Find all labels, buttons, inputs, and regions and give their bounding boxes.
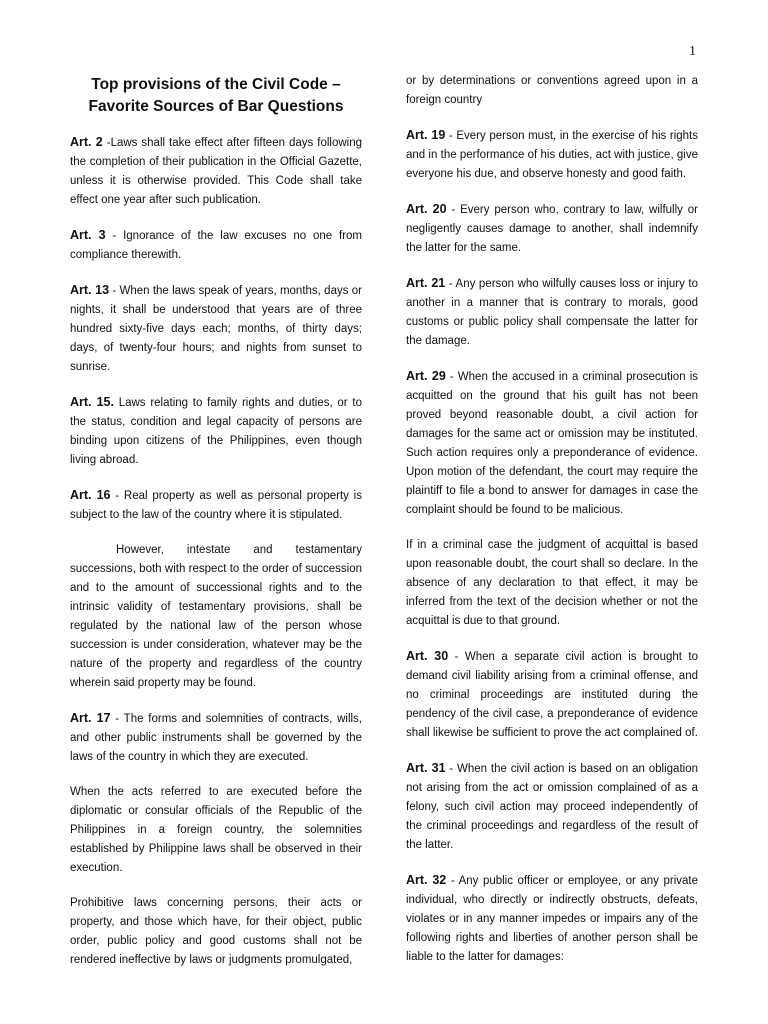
provision-text: or by determinations or conventions agreed upon in a foreign country <box>406 75 698 106</box>
provision-text: - Ignorance of the law excuses no one from compliance therewith. <box>70 230 363 261</box>
provision-text: If in a criminal case the judgment of acquittal is based upon reasonable doubt, the court shall so declare. In the absence of any declaration to that effect, it may be inferred from the text of the decision whether or not the acquittal is due to that ground. <box>406 539 698 627</box>
provision-paragraph <box>406 871 698 967</box>
provision-paragraph <box>70 226 362 265</box>
right-paragraphs <box>406 72 698 967</box>
article-label: Art. 17 <box>70 711 111 725</box>
document-title <box>70 74 362 118</box>
article-label: Art. 19 <box>406 128 446 142</box>
provision-paragraph <box>70 709 362 767</box>
provision-paragraph <box>406 759 698 855</box>
provision-paragraph <box>70 393 362 470</box>
provision-paragraph <box>406 647 698 743</box>
provision-paragraph <box>406 72 698 110</box>
provision-paragraph <box>70 894 362 970</box>
provision-paragraph <box>406 536 698 631</box>
provision-text: - When the laws speak of years, months, days or nights, it shall be understood that years are of three hundred sixty-five days each; months, of thirty days; days, of twenty-four hours; and nights from sunset to sunrise. <box>70 285 362 373</box>
provision-text: - When a separate civil action is brought to demand civil liability arising from a criminal offense, and no criminal proceedings are instituted during the pendency of the civil case, a preponderance of evidence shall likewise be sufficient to prove the act complained of. <box>406 651 699 739</box>
provision-paragraph <box>70 133 362 210</box>
article-label: Art. 16 <box>70 488 111 502</box>
article-label: Art. 30 <box>406 649 449 663</box>
provision-paragraph <box>70 486 362 525</box>
provision-paragraph <box>406 126 698 184</box>
provision-text: -Laws shall take effect after fifteen days following the completion of their publication in the Official Gazette, unless it is otherwise provided. This Code shall take effect one year after such publication. <box>70 137 363 206</box>
provision-text: - Real property as well as personal property is subject to the law of the country where it is stipulated. <box>70 490 362 521</box>
provision-paragraph <box>406 274 698 351</box>
provision-paragraph <box>406 367 698 520</box>
provision-text: - Every person must, in the exercise of his rights and in the performance of his duties, act with justice, give everyone his due, and observe honesty and good faith. <box>406 130 698 180</box>
provision-text: - When the accused in a criminal prosecution is acquitted on the ground that his guilt has not been proved beyond reasonable doubt, a civil action for damages for the same act or omission may be instituted. Such action requires only a preponderance of evidence. Upon motion of the defendant, the court may require the plaintiff to file a bond to answer for damages in case the complaint should be found to be malicious. <box>406 371 698 516</box>
right-column <box>406 72 698 983</box>
provision-paragraph <box>70 281 362 377</box>
left-paragraphs <box>70 133 362 970</box>
provision-text: Prohibitive laws concerning persons, their acts or property, and those which have, for their object, public order, public policy and good customs shall not be rendered ineffective by laws or judgments promulgated, <box>70 897 362 966</box>
provision-text: - Every person who, contrary to law, wilfully or negligently causes damage to another, shall indemnify the latter for the same. <box>406 204 699 254</box>
article-label: Art. 31 <box>406 761 446 775</box>
article-label: Art. 29 <box>406 369 446 383</box>
provision-text: When the acts referred to are executed before the diplomatic or consular officials of the Republic of the Philippines in a foreign country, the solemnities established by Philippine laws shall be observed in their execution. <box>70 786 362 874</box>
article-label: Art. 3 <box>70 228 106 242</box>
provision-text: - The forms and solemnities of contracts, wills, and other public instruments shall be governed by the laws of the country in which they are executed. <box>70 713 362 763</box>
page-number: 1 <box>689 44 696 59</box>
title-line-1: Top provisions of the Civil Code – <box>91 76 341 93</box>
provision-text: - Any person who wilfully causes loss or injury to another in a manner that is contrary to morals, good customs or public policy shall compensate the latter for the damage. <box>406 278 699 347</box>
article-label: Art. 13 <box>70 283 110 297</box>
provision-text: - Any public officer or employee, or any private individual, who directly or indirectly obstructs, defeats, violates or in any manner impedes or impairs any of the following rights and liberties of another person shall be liable to the latter for damages: <box>406 875 698 963</box>
provision-text: However, intestate and testamentary successions, both with respect to the order of succession and to the amount of successional rights and to the intrinsic validity of testamentary provisions, shall be regulated by the national law of the person whose succession is under consideration, whatever may be the nature of the property and regardless of the country wherein said property may be found. <box>70 544 362 689</box>
article-label: Art. 21 <box>406 276 446 290</box>
provision-text: Laws relating to family rights and duties, or to the status, condition and legal capacity of persons are binding upon citizens of the Philippines, even though living abroad. <box>70 397 362 466</box>
article-label: Art. 2 <box>70 135 103 149</box>
left-column <box>70 72 362 986</box>
provision-text: - When the civil action is based on an obligation not arising from the act or omission complained of as a felony, such civil action may proceed independently of the criminal proceedings and regardless of the result of the latter. <box>406 763 698 851</box>
article-label: Art. 20 <box>406 202 447 216</box>
provision-paragraph <box>70 783 362 878</box>
provision-paragraph <box>70 541 362 693</box>
title-line-2: Favorite Sources of Bar Questions <box>88 98 344 115</box>
article-label: Art. 15. <box>70 395 114 409</box>
provision-paragraph <box>406 200 698 258</box>
article-label: Art. 32 <box>406 873 447 887</box>
